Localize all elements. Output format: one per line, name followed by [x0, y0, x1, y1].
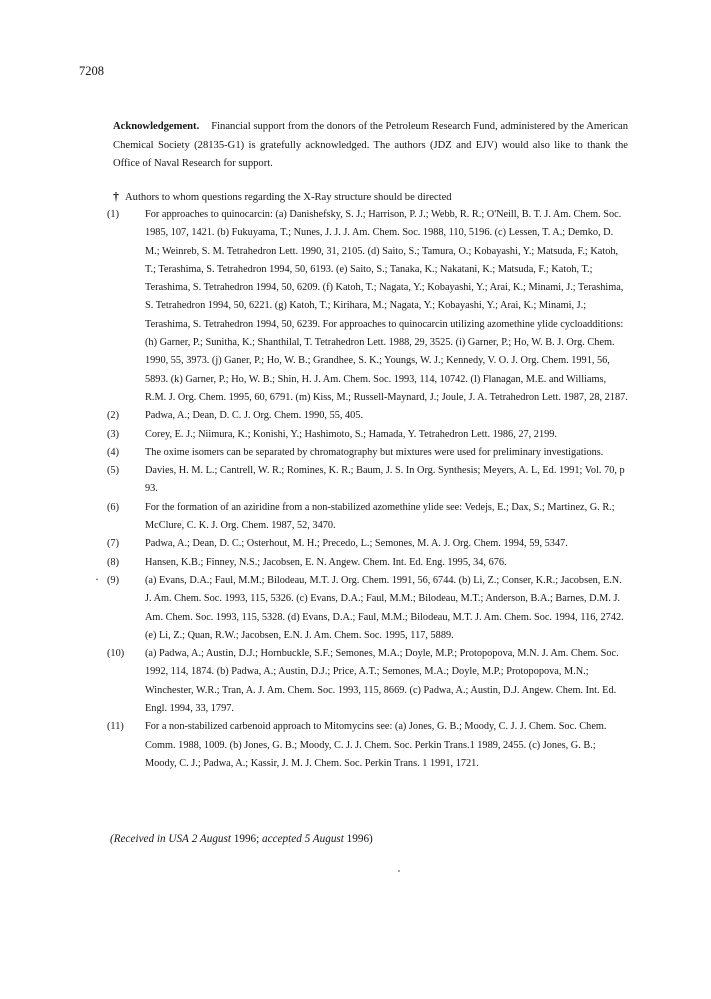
reference-item-6 [107, 499, 628, 536]
received-line [110, 833, 373, 845]
reference-item-2 [107, 407, 628, 425]
acknowledgement-paragraph [113, 118, 628, 174]
reference-item-11 [107, 718, 628, 773]
accepted-label: accepted [262, 833, 302, 845]
margin-mark: · [95, 572, 99, 586]
received-year: 1996; [233, 833, 260, 845]
reference-text: Davies, H. M. L.; Cantrell, W. R.; Romines, K. R.; Baum, J. S. In Org. Synthesis; Meyers, A. L, Ed. 1991; Vol. 70, p 93. [145, 465, 625, 495]
reference-text: The oxime isomers can be separated by chromatography but mixtures were used for preliminary investigations. [145, 446, 604, 458]
reference-number: (9) [107, 574, 120, 586]
reference-number: (4) [107, 446, 120, 458]
reference-text: Hansen, K.B.; Finney, N.S.; Jacobsen, E. N. Angew. Chem. Int. Ed. Eng. 1995, 34, 676. [145, 556, 507, 568]
reference-number: (2) [107, 410, 120, 422]
page-number: 7208 [79, 64, 104, 78]
reference-item-8 [107, 554, 628, 572]
reference-text: For approaches to quinocarcin: (a) Danishefsky, S. J.; Harrison, P. J.; Webb, R. R.; O'Neill, B. T. J. Am. Chem. Soc. 1985, 107, 1421. (b) Fukuyama, T.; Nunes, J. J. J. Am. Chem. Soc. 1988, 110, 5196. (c) Lessen, T. A.; Demko, D. M.; Weinreb, S. M. Tetrahedron Lett. 1990, 31, 2105. (d) Saito, S.; Tamura, O.; Kobayashi, Y.; Matsuda, F.; Katoh, T.; Terashima, S. Tetrahedron 1994, 50, 6193. (e) Saito, S.; Tanaka, K.; Nakatani, K.; Matsuda, F.; Katoh, T.; Terashima, S. Tetrahedron 1994, 50, 6209. (f) Katoh, T.; Nagata, Y.; Kobayashi, Y.; Arai, K.; Minami, J.; Terashima, S. Tetrahedron 1994, 50, 6221. (g) Katoh, T.; Kirihara, M.; Nagata, Y.; Kobayashi, Y.; Arai, K.; Minami, J.; Terashima, S. Tetrahedron 1994, 50, 6239. For approaches to quinocarcin utilizing azomethine ylide cycloadditions: (h) Garner, P.; Sunitha, K.; Shanthilal, T. Tetrahedron Lett. 1988, 29, 3525. (i) Garner, P.; Ho, W. B. J. Org. Chem. 1990, 55, 3973. (j) Ganer, P.; Ho, W. B.; Grandhee, S. K.; Youngs, W. J.; Kennedy, V. O. J. Org. Chem. 1991, 56, 5893. (k) Garner, P.; Ho, W. B.; Shin, H. J. Am. Chem. Soc. 1993, 114, 10742. (l) Flanagan, M.E. and Williams, R.M. J. Org. Chem. 1995, 60, 6791. (m) Kiss, M.; Russell-Maynard, J.; Joule, J. A. Tetrahedron Lett. 1987, 28, 2187. [145, 209, 628, 403]
received-date: 2 August [191, 833, 231, 845]
acknowledgement-heading: Acknowledgement. [113, 121, 200, 132]
reference-text: (a) Evans, D.A.; Faul, M.M.; Bilodeau, M.T. J. Org. Chem. 1991, 56, 6744. (b) Li, Z.; Conser, K.R.; Jacobsen, E.N. J. Am. Chem. Soc. 1993, 115, 5326. (c) Evans, D.A.; Faul, M.M.; Bilodeau, M.T.; Anderson, B.A.; Barnes, D.M. J. Am. Chem. Soc. 1993, 115, 5328. (d) Evans, D.A.; Faul, M.M.; Bilodeau, M.T. J. Am. Chem. Soc. 1994, 116, 2742. (e) Li, Z.; Quan, R.W.; Jacobsen, E.N. J. Am. Chem. Soc. 1995, 117, 5889. [145, 574, 624, 641]
accepted-year: 1996) [346, 833, 373, 845]
reference-text: For the formation of an aziridine from a non-stabilized azomethine ylide see: Vedejs, E.; Dax, S.; Martinez, G. R.; McClure, C. K. J. Org. Chem. 1987, 52, 3470. [145, 501, 615, 532]
dagger-footnote [113, 189, 628, 205]
reference-text: (a) Padwa, A.; Austin, D.J.; Hornbuckle, S.F.; Semones, M.A.; Doyle, M.P.; Protopopova, M.N. J. Am. Chem. Soc. 1992, 114, 1874. (b) Padwa, A.; Austin, D.J.; Price, A.T.; Semones, M.A.; Doyle, M.P.; Protopopova, M.N.; Winchester, W.R.; Tran, A. J. Am. Chem. Soc. 1993, 115, 8669. (c) Padwa, A.; Austin, D.J. Angew. Chem. Int. Ed. Engl. 1994, 33, 1797. [145, 648, 619, 715]
reference-number: (6) [107, 501, 120, 513]
acknowledgement-text: Financial support from the donors of the Petroleum Research Fund, administered by the American Chemical Society (28135-G1) is gratefully acknowledged. The authors (JDZ and EJV) would also like to thank the Office of Naval Research for support. [113, 121, 628, 169]
reference-number: (3) [107, 428, 120, 440]
reference-number: (5) [107, 465, 120, 477]
reference-number: (11) [107, 721, 124, 733]
reference-item-4 [107, 444, 628, 462]
dagger-footnote-text: Authors to whom questions regarding the X-Ray structure should be directed [125, 192, 452, 203]
reference-item-9 [107, 572, 628, 645]
reference-number: (1) [107, 209, 120, 220]
reference-item-1 [107, 206, 628, 407]
reference-text: For a non-stabilized carbenoid approach to Mitomycins see: (a) Jones, G. B.; Moody, C. J. J. Chem. Soc. Chem. Comm. 1988, 1009. (b) Jones, G. B.; Moody, C. J. J. Chem. Soc. Perkin Trans.1 1989, 2455. (c) Jones, G. B.; Moody, C. J.; Padwa, A.; Kassir, J. M. J. Chem. Soc. Perkin Trans. 1 1991, 1721. [145, 721, 607, 769]
reference-item-10 [107, 645, 628, 718]
scan-speck [398, 870, 400, 872]
reference-list [107, 206, 628, 773]
reference-text: Padwa, A.; Dean, D. C.; Osterhout, M. H.; Precedo, L.; Semones, M. A. J. Org. Chem. 1994, 59, 5347. [145, 538, 568, 550]
reference-item-5 [107, 462, 628, 499]
reference-item-3 [107, 426, 628, 444]
reference-item-7 [107, 535, 628, 553]
reference-text: Padwa, A.; Dean, D. C. J. Org. Chem. 1990, 55, 405. [145, 410, 364, 422]
received-prefix: (Received in USA [110, 833, 189, 845]
reference-number: (7) [107, 538, 120, 550]
dagger-symbol: † [113, 189, 119, 203]
reference-text: Corey, E. J.; Niimura, K.; Konishi, Y.; Hashimoto, S.; Hamada, Y. Tetrahedron Lett. 1986, 27, 2199. [145, 428, 557, 440]
reference-number: (8) [107, 556, 120, 568]
accepted-date: 5 August [304, 833, 344, 845]
reference-number: (10) [107, 648, 125, 660]
